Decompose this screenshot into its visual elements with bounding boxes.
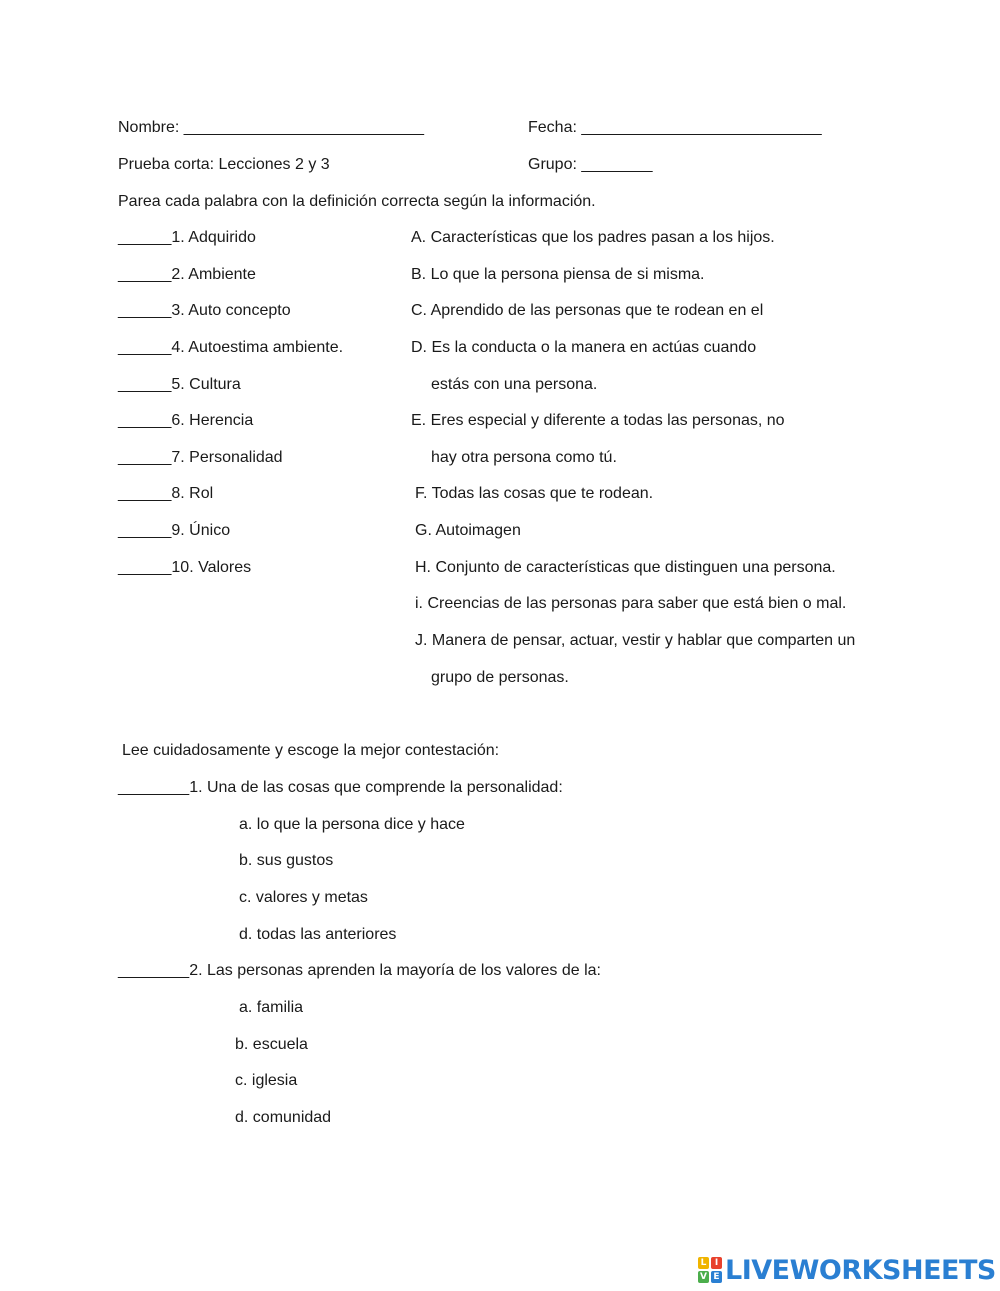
quiz-title: Prueba corta: Lecciones 2 y 3 [118,156,330,173]
mc-q2-option-d: d. comunidad [235,1109,332,1126]
match-word-9[interactable]: ______9. Único [118,522,231,539]
match-word-5[interactable]: ______5. Cultura [118,376,241,393]
mc-q1-option-b: b. sus gustos [239,852,334,869]
definition-d: D. Es la conducta o la manera en actúas cuando [411,339,757,356]
definition-a: A. Características que los padres pasan a los hijos. [411,229,775,246]
match-word-7[interactable]: ______7. Personalidad [118,449,283,466]
mc-q2-option-a: a. familia [239,999,304,1016]
name-field[interactable]: Nombre: ___________________________ [118,119,425,136]
definition-f: F. Todas las cosas que te rodean. [415,485,654,502]
mc-question-1[interactable]: ________1. Una de las cosas que comprende la personalidad: [118,779,563,796]
definition-b: B. Lo que la persona piensa de si misma. [411,266,705,283]
mc-q1-option-d: d. todas las anteriores [239,926,397,943]
definition-i: i. Creencias de las personas para saber que está bien o mal. [415,595,847,612]
match-word-6[interactable]: ______6. Herencia [118,412,254,429]
definition-e: E. Eres especial y diferente a todas las personas, no [411,412,785,429]
mc-q1-option-c: c. valores y metas [239,889,368,906]
badge-letter-i: I [711,1257,722,1269]
match-word-8[interactable]: ______8. Rol [118,485,214,502]
mc-q1-option-a: a. lo que la persona dice y hace [239,816,465,833]
liveworksheets-logo [698,1256,996,1284]
mc-q2-option-b: b. escuela [235,1036,308,1053]
match-word-1[interactable]: ______1. Adquirido [118,229,256,246]
badge-letter-l: L [698,1257,709,1269]
match-word-4[interactable]: ______4. Autoestima ambiente. [118,339,344,356]
match-word-3[interactable]: ______3. Auto concepto [118,302,291,319]
brand-text: LIVEWORKSHEETS [725,1254,996,1286]
definition-j: J. Manera de pensar, actuar, vestir y hablar que comparten un [415,632,856,649]
match-word-2[interactable]: ______2. Ambiente [118,266,256,283]
definition-h: H. Conjunto de características que distinguen una persona. [415,559,836,576]
match-word-10[interactable]: ______10. Valores [118,559,252,576]
definition-c: C. Aprendido de las personas que te rodean en el [411,302,764,319]
badge-letter-v: V [698,1271,709,1283]
matching-instructions: Parea cada palabra con la definición correcta según la información. [118,193,596,210]
definition-e-cont: hay otra persona como tú. [431,449,617,466]
group-field[interactable]: Grupo: ________ [528,156,653,173]
mc-instructions: Lee cuidadosamente y escoge la mejor contestación: [122,742,500,759]
definition-g: G. Autoimagen [415,522,521,539]
mc-q2-option-c: c. iglesia [235,1072,298,1089]
definition-d-cont: estás con una persona. [431,376,598,393]
date-field[interactable]: Fecha: ___________________________ [528,119,822,136]
badge-letter-e: E [711,1271,722,1283]
liveworksheets-badge-icon [698,1257,722,1283]
mc-question-2[interactable]: ________2. Las personas aprenden la mayoría de los valores de la: [118,962,601,979]
definition-j-cont: grupo de personas. [431,669,569,686]
